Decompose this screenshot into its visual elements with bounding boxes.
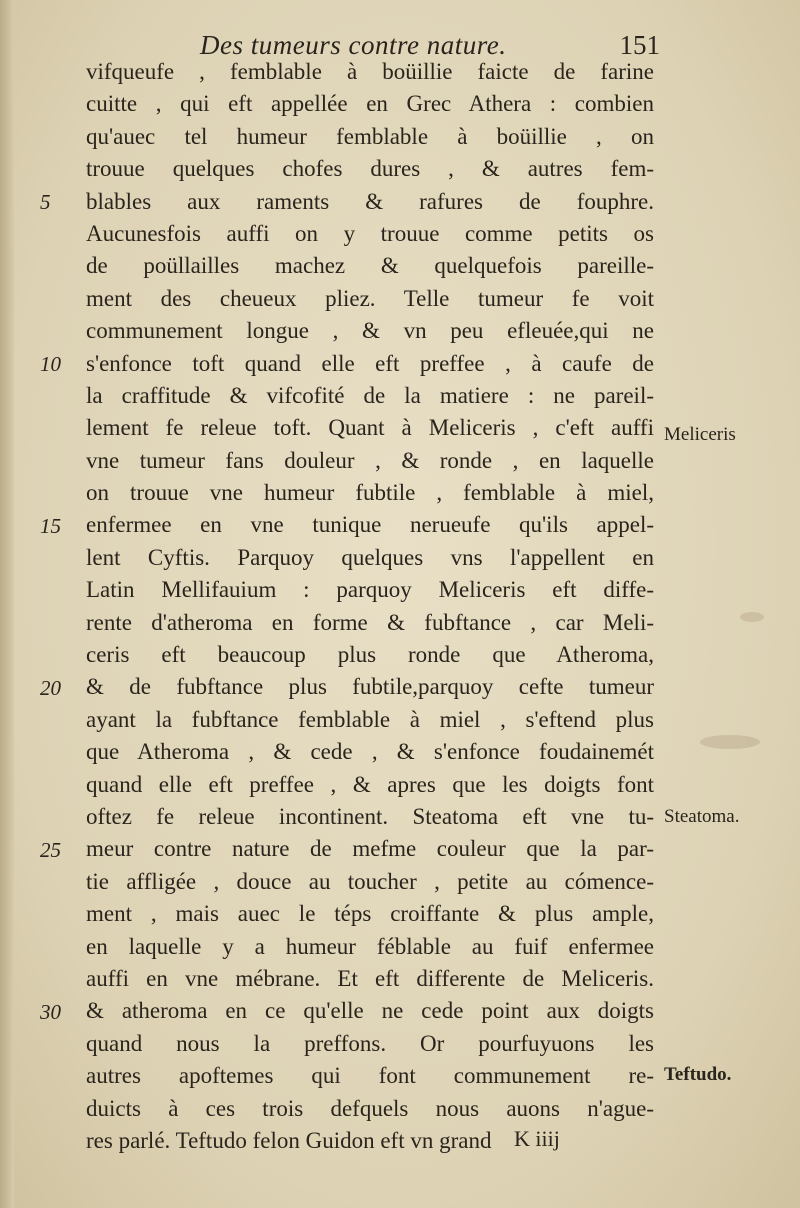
line-number: 10 <box>40 352 61 376</box>
text-line: duicts à ces trois defquels nous auons n'ague- <box>86 1095 654 1121</box>
text-line: quand elle eft preffee , & apres que les doigts font <box>86 771 654 797</box>
text-line: auffi en vne mébrane. Et eft differente de Meliceris. <box>86 965 654 991</box>
text-line: de poüllailles machez & quelquefois pareille- <box>86 253 654 279</box>
line-number: 30 <box>40 1000 61 1024</box>
text-line: qu'auec tel humeur femblable à boüillie , on <box>86 123 654 149</box>
ink-smudge <box>740 612 764 622</box>
line-number: 25 <box>40 838 61 862</box>
text-line: ment , mais auec le téps croiffante & plus ample, <box>86 901 654 927</box>
text-line: trouue quelques chofes dures , & autres fem- <box>86 156 654 182</box>
text-line: blables aux raments & rafures de fouphre. <box>86 188 654 214</box>
text-line: en laquelle y a humeur féblable au fuif enfermee <box>86 933 654 959</box>
text-line: Latin Mellifauium : parquoy Meliceris eft diffe- <box>86 577 654 603</box>
line-number: 20 <box>40 676 61 700</box>
text-line: oftez fe releue incontinent. Steatoma eft vne tu- <box>86 803 654 829</box>
line-number: 5 <box>40 190 51 214</box>
margin-note-testudo: Teftudo. <box>664 1064 732 1085</box>
text-line: res parlé. Teftudo felon Guidon eft vn grand <box>86 1127 492 1153</box>
text-line: ayant la fubftance femblable à miel , s'eftend plus <box>86 706 654 732</box>
text-line: tie affligée , douce au toucher , petite au cómence- <box>86 868 654 894</box>
text-line: & atheroma en ce qu'elle ne cede point aux doigts <box>86 998 654 1024</box>
text-line: cuitte , qui eft appellée en Grec Athera : combien <box>86 91 654 117</box>
page-number: 151 <box>619 30 660 60</box>
text-line: communement longue , & vn peu efleuée,qui ne <box>86 318 654 344</box>
running-title: Des tumeurs contre nature. <box>200 30 507 60</box>
text-line: on trouue vne humeur fubtile , femblable à miel, <box>86 480 654 506</box>
text-line: s'enfonce toft quand elle eft preffee , à caufe de <box>86 350 654 376</box>
text-line: enfermee en vne tunique nerueufe qu'ils appel- <box>86 512 654 538</box>
text-line: la craffitude & vifcofité de la matiere : ne pareil- <box>86 382 654 408</box>
ink-smudge <box>700 735 760 749</box>
text-line: rente d'atheroma en forme & fubftance , car Meli- <box>86 609 654 635</box>
text-line: Aucunesfois auffi on y trouue comme petits os <box>86 220 654 246</box>
text-line: autres apoftemes qui font communement re- <box>86 1063 654 1089</box>
text-line: & de fubftance plus fubtile,parquoy cefte tumeur <box>86 674 654 700</box>
margin-note-steatoma: Steatoma. <box>664 806 740 827</box>
main-text-block <box>86 56 654 1157</box>
text-line: meur contre nature de mefme couleur que la par- <box>86 836 654 862</box>
page-gutter <box>0 0 14 1208</box>
text-line: vifqueufe , femblable à boüillie faicte de farine <box>86 59 654 84</box>
text-line: lement fe releue toft. Quant à Meliceris , c'eft auffi <box>86 415 654 441</box>
text-line: lent Cyftis. Parquoy quelques vns l'appellent en <box>86 544 654 570</box>
signature-mark: K iiij <box>514 1126 560 1151</box>
text-line: quand nous la preffons. Or pourfuyuons les <box>86 1030 654 1056</box>
text-line: que Atheroma , & cede , & s'enfonce foudainemét <box>86 739 654 765</box>
text-line: vne tumeur fans douleur , & ronde , en laquelle <box>86 447 654 473</box>
text-line: ceris eft beaucoup plus ronde que Atheroma, <box>86 642 654 668</box>
line-number: 15 <box>40 514 61 538</box>
margin-note-meliceris: Meliceris <box>664 424 736 445</box>
text-line: ment des cheueux pliez. Telle tumeur fe voit <box>86 285 654 311</box>
